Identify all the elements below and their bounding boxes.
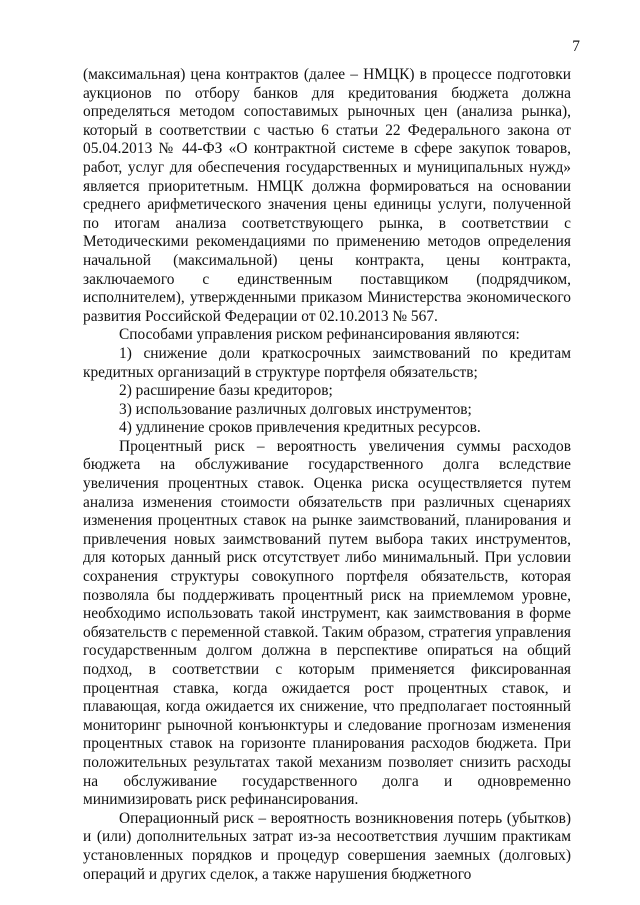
paragraph-refinancing-methods: Способами управления риском рефинансирования являются: bbox=[119, 326, 520, 344]
list-item: 2) расширение базы кредиторов; bbox=[119, 382, 333, 400]
list-item: 4) удлинение сроков привлечения кредитных ресурсов. bbox=[119, 419, 481, 437]
page-number: 7 bbox=[572, 38, 580, 55]
document-body bbox=[83, 66, 571, 884]
list-item: 3) использование различных долговых инструментов; bbox=[119, 400, 472, 418]
list-item: 1) снижение доли краткосрочных заимствований по кредитам кредитных организаций в структуре портфеля обязательств; bbox=[83, 344, 571, 381]
paragraph-nmck: (максимальная) цена контрактов (далее – НМЦК) в процессе подготовки аукционов по отбору банков для кредитования бюджета должна определяться методом сопоставимых рыночных цен (анализа рынка), который в соответствии с частью 6 статьи 22 Федерального закона от 05.04.2013 № 44-ФЗ «О контрактной системе в сфере закупок товаров, работ, услуг для обеспечения государственных и муниципальных нужд» является приоритетным. НМЦК должна формироваться на основании среднего арифметического значения цены единицы услуги, полученной по итогам анализа соответствующего рынка, в соответствии с Методическими рекомендациями по применению методов определения начальной (максимальной) цены контракта, цены контракта, заключаемого с единственным поставщиком (подрядчиком, исполнителем), утвержденными приказом Министерства экономического развития Российской Федерации от 02.10.2013 № 567. bbox=[83, 66, 571, 325]
paragraph-interest-rate-risk: Процентный риск – вероятность увеличения суммы расходов бюджета на обслуживание государственного долга вследствие увеличения процентных ставок. Оценка риска осуществляется путем анализа изменения стоимости обязательств при различных сценариях изменения процентных ставок на рынке заимствований, планирования и привлечения новых заимствований путем выбора таких инструментов, для которых данный риск отсутствует либо минимальный. При условии сохранения структуры совокупного портфеля обязательств, которая позволяла бы поддерживать процентный риск на приемлемом уровне, необходимо использовать такой инструмент, как заимствования в форме обязательств с переменной ставкой. Таким образом, стратегия управления государственным долгом должна в перспективе опираться на общий подход, в соответствии с которым применяется фиксированная процентная ставка, когда ожидается рост процентных ставок, и плавающая, когда ожидается их снижение, что предполагает постоянный мониторинг рыночной конъюнктуры и следование прогнозам изменения процентных ставок на горизонте планирования расходов бюджета. При положительных результатах такой механизм позволяет снизить расходы на обслуживание государственного долга и одновременно минимизировать риск рефинансирования. bbox=[83, 437, 571, 809]
paragraph-operational-risk: Операционный риск – вероятность возникновения потерь (убытков) и (или) дополнительных затрат из-за несоответствия лучшим практикам установленных порядков и процедур совершения заемных (долговых) операций и других сделок, а также нарушения бюджетного bbox=[83, 809, 571, 883]
